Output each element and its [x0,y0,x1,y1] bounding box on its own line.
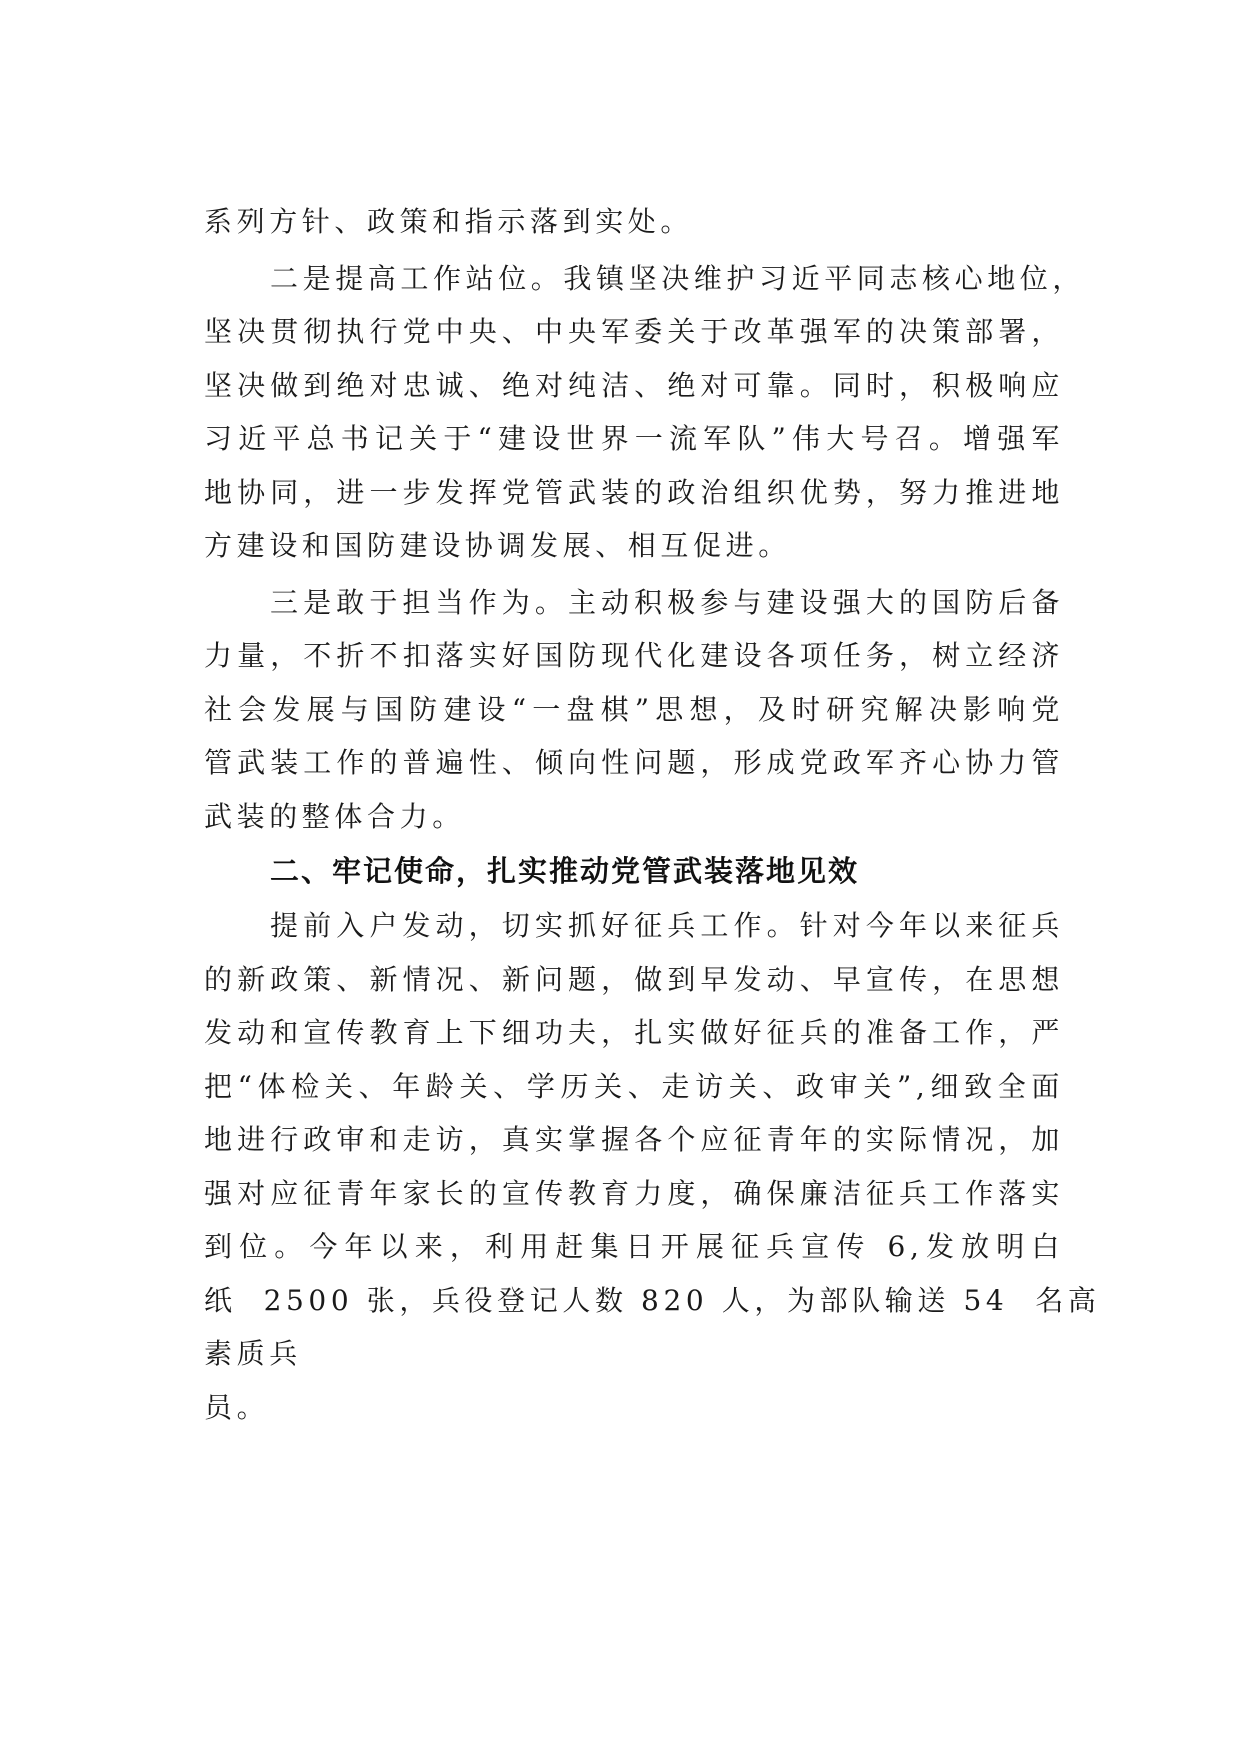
document-body [204,195,1101,1434]
paragraph-line: 员。 [204,1390,270,1424]
paragraph-line: 习近平总书记关于“建设世界一流军队”伟大号召。增强军 [204,422,1064,455]
paragraph-line: 纸 2500 张，兵役登记人数 820 人，为部队输送 54 名高 [204,1283,1101,1317]
paragraph-line: 武装的整体合力。 [204,799,465,833]
paragraph-line: 系列方针、政策和指示落到实处。 [204,205,694,238]
paragraph-line: 坚决做到绝对忠诚、绝对纯洁、绝对可靠。同时，积极响应 [204,368,1064,402]
paragraph-line: 二是提高工作站位。我镇坚决维护习近平同志核心地位， [270,261,1086,295]
paragraph-line: 坚决贯彻执行党中央、中央军委关于改革强军的决策部署， [204,315,1064,348]
paragraph-line: 发动和宣传教育上下细功夫，扎实做好征兵的准备工作，严 [204,1016,1064,1049]
section-heading: 二、牢记使命，扎实推动党管武装落地见效 [270,854,860,888]
paragraph-line: 把“体检关、年龄关、学历关、走访关、政审关”,细致全面 [204,1069,1064,1103]
paragraph-line: 强对应征青年家长的宣传教育力度，确保廉洁征兵工作落实 [204,1176,1064,1210]
paragraph-line: 三是敢于担当作为。主动积极参与建设强大的国防后备 [270,585,1064,619]
paragraph-line: 管武装工作的普遍性、倾向性问题，形成党政军齐心协力管 [204,746,1064,779]
paragraph-line: 社会发展与国防建设“一盘棋”思想，及时研究解决影响党 [204,692,1064,726]
paragraph-line: 到位。今年以来，利用赶集日开展征兵宣传 6,发放明白 [204,1230,1064,1263]
paragraph-line: 素质兵 [204,1337,302,1370]
paragraph-line: 方建设和国防建设协调发展、相互促进。 [204,529,791,562]
paragraph-line: 地协同，进一步发挥党管武装的政治组织优势，努力推进地 [204,475,1064,509]
paragraph-line: 地进行政审和走访，真实掌握各个应征青年的实际情况，加 [204,1123,1064,1156]
paragraph-line: 的新政策、新情况、新问题，做到早发动、早宣传，在思想 [204,962,1064,996]
paragraph-line: 力量，不折不扣落实好国防现代化建设各项任务，树立经济 [204,639,1064,672]
paragraph-line: 提前入户发动，切实抓好征兵工作。针对今年以来征兵 [270,909,1064,942]
